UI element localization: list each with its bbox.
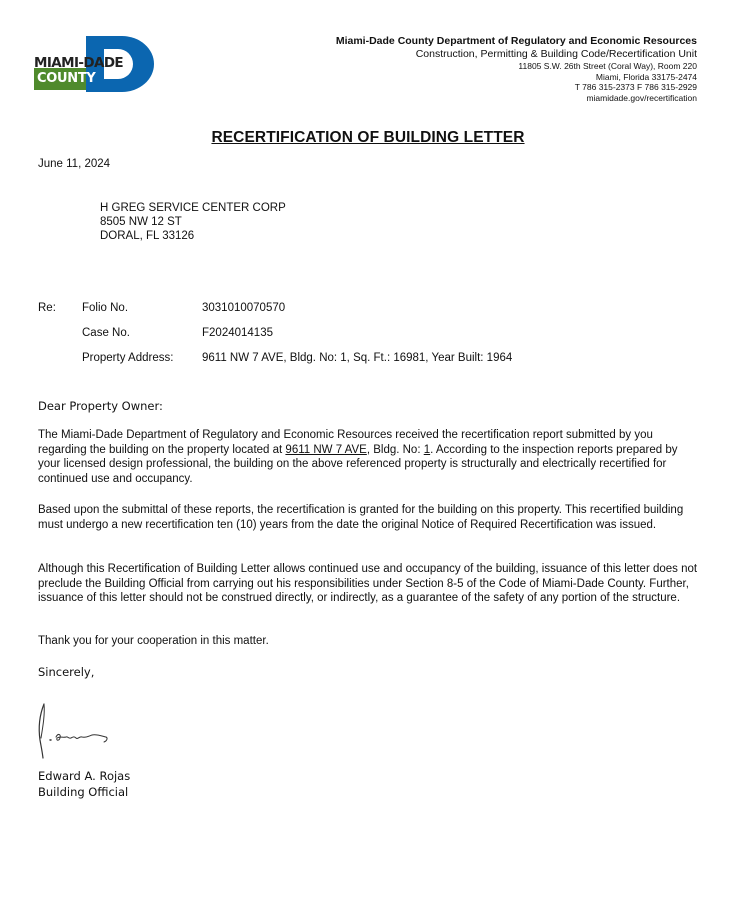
body-paragraph-4: Thank you for your cooperation in this matter. xyxy=(38,635,269,647)
p1-building-number: 1 xyxy=(423,443,431,456)
signer-title: Building Official xyxy=(38,785,129,799)
logo-wordmark-bottom: COUNTY xyxy=(37,71,96,86)
property-address-label: Property Address: xyxy=(82,352,174,364)
salutation: Dear Property Owner: xyxy=(38,399,163,413)
property-address-value: 9611 NW 7 AVE, Bldg. No: 1, Sq. Ft.: 16981, Year Built: 1964 xyxy=(202,352,513,364)
signer-block xyxy=(38,768,130,800)
re-label: Re: xyxy=(38,302,56,314)
folio-label: Folio No. xyxy=(82,302,129,314)
signer-name: Edward A. Rojas xyxy=(38,769,131,783)
p1-property-address: 9611 NW 7 AVE xyxy=(285,443,367,456)
body-paragraph-2: Based upon the submittal of these reports, the recertification is granted for the building on this property. This recertified building must undergo a new recertification ten (10) years from the date the original Notice of Required Recertification was issued. xyxy=(38,504,684,531)
p1-text-a: The Miami-Dade Department of Regulatory and Economic Resources received the recertification report submitted by you regarding the building on the property located at xyxy=(38,429,653,456)
agency-phone: T 786 315-2373 F 786 315-2929 xyxy=(574,82,697,92)
recipient-address xyxy=(100,201,286,243)
closing: Sincerely, xyxy=(38,665,95,679)
p1-text-b: , Bldg. No: xyxy=(366,443,424,456)
agency-address-line1: 11805 S.W. 26th Street (Coral Way), Room 220 xyxy=(518,61,697,71)
body-paragraph-1 xyxy=(38,428,703,486)
logo-wordmark-top: MIAMI-DADE xyxy=(34,55,124,71)
case-label: Case No. xyxy=(82,327,130,339)
folio-value: 3031010070570 xyxy=(202,302,286,314)
recipient-street: 8505 NW 12 ST xyxy=(100,216,182,228)
letter-date: June 11, 2024 xyxy=(38,158,111,170)
agency-name: Miami-Dade County Department of Regulatory and Economic Resources xyxy=(335,35,697,47)
handwritten-signature xyxy=(34,700,114,762)
agency-address-line2: Miami, Florida 33175-2474 xyxy=(595,71,697,82)
recipient-name: H GREG SERVICE CENTER CORP xyxy=(100,202,286,214)
miami-dade-county-logo xyxy=(34,36,154,92)
agency-header xyxy=(336,35,697,103)
agency-unit: Construction, Permitting & Building Code/Recertification Unit xyxy=(415,48,697,60)
body-paragraph-3: Although this Recertification of Building Letter allows continued use and occupancy of the building, issuance of this letter does not preclude the Building Official from carrying out his responsibilities under Section 8-5 of the Code of Miami-Dade County. Further, issuance of this letter should not be construed directly, or indirectly, as a guarantee of the safety of any portion of the structure. xyxy=(38,563,698,604)
agency-website: miamidade.gov/recertification xyxy=(586,92,697,103)
p1-text-c: . According to the inspection reports prepared by your licensed design professional, the building on the above referenced property is structurally and electrically recertified for continued use and occupancy. xyxy=(38,443,678,485)
case-value: F2024014135 xyxy=(202,327,273,339)
recipient-city: DORAL, FL 33126 xyxy=(100,230,195,242)
letter-title: RECERTIFICATION OF BUILDING LETTER xyxy=(211,129,525,146)
